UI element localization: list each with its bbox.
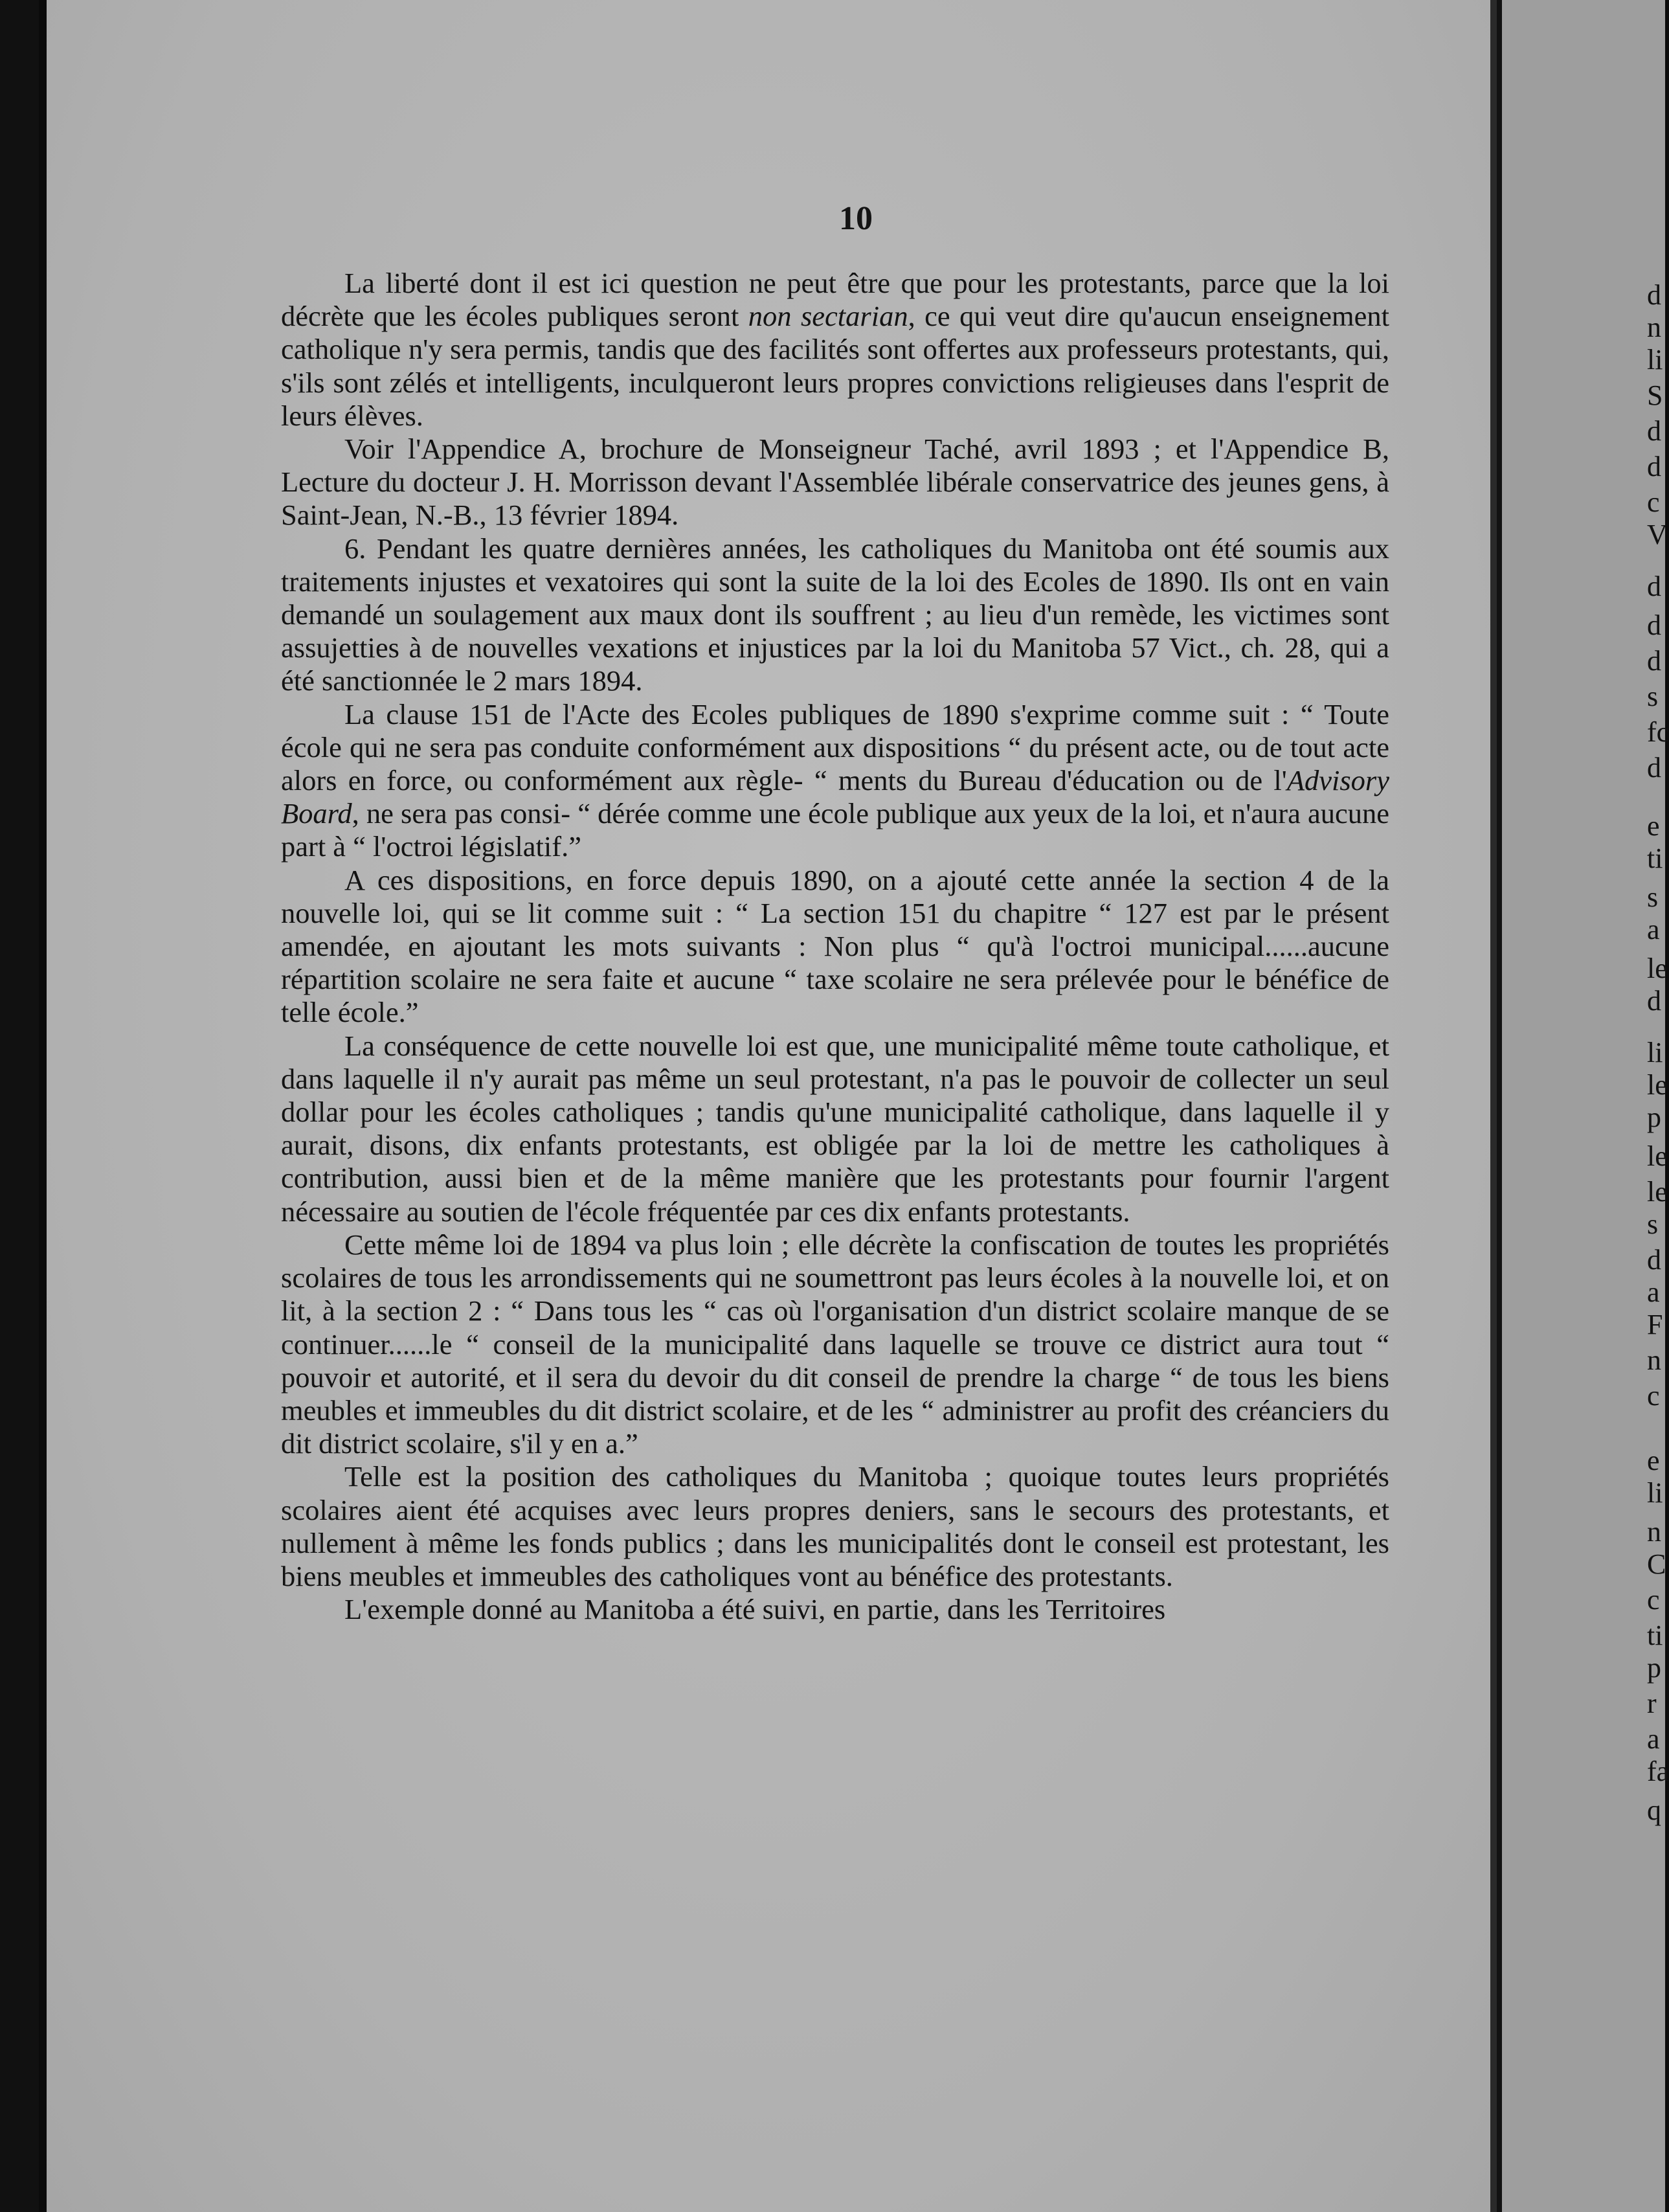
adjacent-page-letter: d (1647, 1244, 1661, 1276)
adjacent-page-letter: s (1647, 1208, 1659, 1240)
adjacent-page-letter: d (1647, 570, 1661, 602)
adjacent-page-letter: a (1647, 914, 1660, 945)
paragraph (281, 267, 1389, 433)
adjacent-page-letter: d (1647, 985, 1661, 1017)
paragraph (281, 864, 1389, 1030)
adjacent-page-letter: li (1647, 344, 1663, 376)
adjacent-page-letter: c (1647, 1584, 1660, 1616)
adjacent-page-edge (1497, 0, 1669, 2212)
text-run: La liberté dont il est ici question ne peut être que pour les protestants, parce que la loi décrète que les écoles publiques seront (281, 267, 1389, 333)
text-run: 6. Pendant les quatre dernières années, les catholiques du Manitoba ont été soumis aux traitements injustes et vexatoires qui sont la suite de la loi des Ecoles de 1890. Ils ont en vain demandé un soulagement aux maux dont ils souffrent ; au lieu d'un remède, les victimes sont assujetties à de nouvelles vexations et injustices par la loi du Manitoba 57 Vict., ch. 28, qui a été sanctionnée le 2 mars 1894. (281, 532, 1389, 697)
page-number: 10 (839, 200, 873, 237)
adjacent-page-letter: le (1647, 1069, 1668, 1101)
text-run: La clause 151 de l'Acte des Ecoles publiques de 1890 s'exprime comme suit : “ Toute école qui ne sera pas conduite conformément aux dispositions “ du présent acte, ou de tout acte alors en force, ou conformément aux règle- “ ments du Bureau d'éducation ou de l' (281, 697, 1389, 797)
adjacent-page-letter: F (1647, 1309, 1663, 1340)
adjacent-page-letter: V (1647, 519, 1668, 550)
adjacent-page-letter: n (1647, 311, 1661, 343)
adjacent-page-letter: li (1647, 1037, 1663, 1068)
paragraph (281, 532, 1389, 698)
italic-text: non sectarian (748, 300, 908, 333)
adjacent-page-letter: s (1647, 681, 1659, 712)
paragraph (281, 698, 1389, 864)
paragraph (281, 1593, 1389, 1626)
paragraph (281, 433, 1389, 532)
adjacent-page-letter: e (1647, 1445, 1660, 1476)
adjacent-page-letter: a (1647, 1723, 1660, 1755)
adjacent-page-letter: C (1647, 1548, 1666, 1580)
adjacent-page-letter: r (1647, 1687, 1657, 1719)
adjacent-page-strip (1502, 0, 1665, 2212)
adjacent-page-letter: s (1647, 881, 1659, 913)
adjacent-page-letter: e (1647, 810, 1660, 842)
adjacent-page-letter: c (1647, 1380, 1660, 1412)
adjacent-page-letter: fc (1647, 716, 1669, 748)
page-text (281, 267, 1389, 1626)
text-run: Telle est la position des catholiques du Manitoba ; quoique toutes leurs propriétés scolaires aient été acquises avec leurs propres deniers, sans le secours des protestants, et nullement à même les fonds publics ; dans les municipalités dont le conseil est protestant, les biens meubles et immeubles des catholiques vont au bénéfice des protestants. (281, 1460, 1389, 1592)
adjacent-page-letter: d (1647, 451, 1661, 482)
adjacent-page-letter: n (1647, 1516, 1661, 1548)
adjacent-page-letter: a (1647, 1276, 1660, 1308)
paragraph (281, 1228, 1389, 1460)
adjacent-page-letter: d (1647, 415, 1661, 447)
adjacent-page-letter: d (1647, 645, 1661, 677)
text-run: A ces dispositions, en force depuis 1890, on a ajouté cette année la section 4 de la nouvelle loi, qui se lit comme suit : “ La section 151 du chapitre “ 127 est par le présent amendée, en ajoutant les mots suivants : Non plus “ qu'à l'octroi municipal......aucune répartition scolaire ne sera faite et aucune “ taxe scolaire ne sera prélevée pour le bénéfice de telle école.” (281, 863, 1389, 1029)
adjacent-page-letter: le (1647, 1140, 1668, 1172)
adjacent-page-letter: d (1647, 752, 1661, 784)
adjacent-page-letter: ti (1647, 1620, 1663, 1651)
adjacent-page-letter: c (1647, 486, 1660, 518)
adjacent-page-letter: fa (1647, 1755, 1669, 1787)
text-run: La conséquence de cette nouvelle loi est que, une municipalité même toute catholique, et dans laquelle il n'y aurait pas même un seul protestant, n'a pas le pouvoir de collecter un seul dollar pour les écoles catholiques ; tandis qu'une municipalité catholique, dans laquelle il y aurait, disons, dix enfants protestants, est obligée par la loi de mettre les catholiques à contribution, aussi bien et de la même manière que les protestants pour fournir l'argent nécessaire au soutien de l'école fréquentée par ces dix enfants protestants. (281, 1029, 1389, 1228)
scan-border-left (0, 0, 39, 2212)
adjacent-page-letter: le (1647, 1176, 1668, 1208)
adjacent-page-letter: le (1647, 953, 1668, 984)
book-page (47, 0, 1497, 2212)
italic-text: Advisory Board (281, 764, 1389, 830)
adjacent-page-letter: ti (1647, 842, 1663, 874)
paragraph (281, 1460, 1389, 1593)
adjacent-page-letter: d (1647, 609, 1661, 641)
adjacent-page-letter: d (1647, 279, 1661, 311)
adjacent-page-letter: n (1647, 1344, 1661, 1376)
adjacent-page-letter: li (1647, 1477, 1663, 1509)
adjacent-page-letter: p (1647, 1101, 1661, 1133)
text-run: , ne sera pas consi- “ dérée comme une école publique aux yeux de la loi, et n'aura aucune part à “ l'octroi législatif.” (281, 797, 1389, 863)
adjacent-page-letter: p (1647, 1652, 1661, 1684)
text-run: Voir l'Appendice A, brochure de Monseigneur Taché, avril 1893 ; et l'Appendice B, Lecture du docteur J. H. Morrisson devant l'Assemblée libérale conservatrice des jeunes gens, à Saint-Jean, N.-B., 13 février 1894. (281, 433, 1389, 532)
adjacent-page-letter: S (1647, 379, 1663, 411)
text-run: , ce qui veut dire qu'aucun enseignement catholique n'y sera permis, tandis que des facilités sont offertes aux professeurs protestants, qui, s'ils sont zélés et intelligents, inculqueront leurs propres convictions religieuses dans l'esprit de leurs élèves. (281, 300, 1389, 432)
adjacent-page-letter: q (1647, 1794, 1661, 1826)
text-run: L'exemple donné au Manitoba a été suivi, en partie, dans les Territoires (344, 1593, 1166, 1626)
text-run: Cette même loi de 1894 va plus loin ; elle décrète la confiscation de toutes les propriétés scolaires de tous les arrondissements qui ne soumettront pas leurs écoles à la nouvelle loi, et on lit, à la section 2 : “ Dans tous les “ cas où l'organisation d'un district scolaire manque de se continuer......le “ conseil de la municipalité dans laquelle se trouve ce district aura tout “ pouvoir et autorité, et il sera du devoir du dit conseil de prendre la charge “ de tous les biens meubles et immeubles du dit district scolaire, et de les “ administrer au profit des créanciers du dit district scolaire, s'il y en a.” (281, 1228, 1389, 1460)
paragraph (281, 1030, 1389, 1228)
